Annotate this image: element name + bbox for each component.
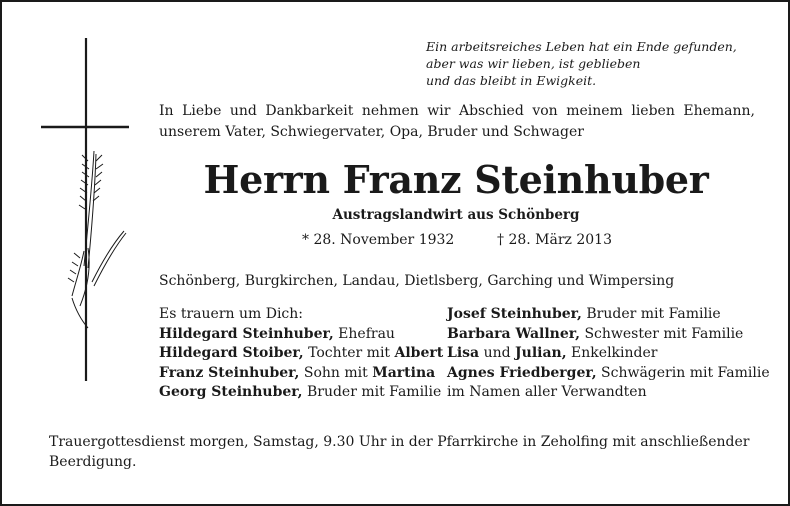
birth-date: * 28. November 1932 bbox=[302, 232, 455, 248]
quote-line: aber was wir lieben, ist geblieben bbox=[426, 56, 641, 71]
intro-line: unserem Vater, Schwiegervater, Opa, Bruder und Schwager bbox=[159, 124, 584, 140]
mourner-name: Lisa bbox=[447, 345, 480, 361]
cross-with-wheat-icon bbox=[36, 36, 136, 386]
mourner-name: Georg Steinhuber, bbox=[159, 384, 303, 400]
quote-line: Ein arbeitsreiches Leben hat ein Ende gefunden, bbox=[426, 39, 737, 54]
mourner-name: Josef Steinhuber, bbox=[447, 306, 582, 322]
mourner-relation: im Namen aller Verwandten bbox=[447, 384, 647, 400]
places-list: Schönberg, Burgkirchen, Landau, Dietlsberg, Garching und Wimpersing bbox=[159, 273, 675, 289]
mourner-line bbox=[447, 325, 770, 345]
intro-text bbox=[159, 101, 755, 143]
service-announcement bbox=[49, 432, 750, 472]
mourner-relation: Schwester mit Familie bbox=[580, 325, 744, 342]
deceased-name: Herrn Franz Steinhuber bbox=[203, 157, 709, 202]
quote-block bbox=[426, 38, 737, 89]
mourner-line bbox=[447, 344, 770, 364]
mourner-line bbox=[159, 325, 443, 345]
mourner-relation: Sohn mit bbox=[299, 364, 373, 381]
mourner-partner-name: Martina bbox=[372, 364, 436, 381]
mourner-line bbox=[447, 364, 770, 384]
mourner-name: Hildegard Steinhuber, bbox=[159, 325, 334, 342]
deceased-title: Austragslandwirt aus Schönberg bbox=[332, 207, 580, 223]
mourner-line bbox=[159, 305, 443, 325]
mourner-line bbox=[159, 364, 443, 384]
mourner-name: Julian, bbox=[515, 345, 567, 361]
mourner-intro: Es trauern um Dich: bbox=[159, 306, 303, 322]
mourner-relation: Bruder mit Familie bbox=[581, 306, 721, 322]
mourners-left-column bbox=[159, 305, 443, 403]
mourners-right-column bbox=[447, 305, 770, 403]
mourner-line bbox=[447, 305, 770, 325]
mourner-partner-name: Albert bbox=[394, 345, 444, 361]
mourner-name: Hildegard Stoiber, bbox=[159, 345, 304, 361]
mourner-line bbox=[447, 383, 770, 403]
service-line: Trauergottesdienst morgen, Samstag, 9.30 Uhr in der Pfarrkirche in Zeholfing mit anschließender bbox=[49, 434, 750, 450]
quote-line: und das bleibt in Ewigkeit. bbox=[426, 73, 597, 88]
intro-line: In Liebe und Dankbarkeit nehmen wir Abschied von meinem lieben Ehemann, bbox=[159, 103, 755, 119]
mourner-relation: Schwägerin mit Familie bbox=[596, 364, 770, 381]
mourner-name: Franz Steinhuber, bbox=[159, 364, 300, 381]
mourner-relation: Enkelkinder bbox=[566, 345, 658, 361]
mourner-name: Agnes Friedberger, bbox=[447, 364, 597, 381]
mourner-line bbox=[159, 344, 443, 364]
mourner-relation: Tochter mit bbox=[303, 345, 395, 361]
mourner-relation: Bruder mit Familie bbox=[302, 384, 442, 400]
service-line: Beerdigung. bbox=[49, 454, 137, 470]
mourner-name: Barbara Wallner, bbox=[447, 325, 580, 342]
mourner-connector: und bbox=[479, 345, 516, 361]
mourner-line bbox=[159, 383, 443, 403]
death-date: † 28. März 2013 bbox=[497, 232, 612, 248]
mourner-relation: Ehefrau bbox=[333, 325, 395, 342]
